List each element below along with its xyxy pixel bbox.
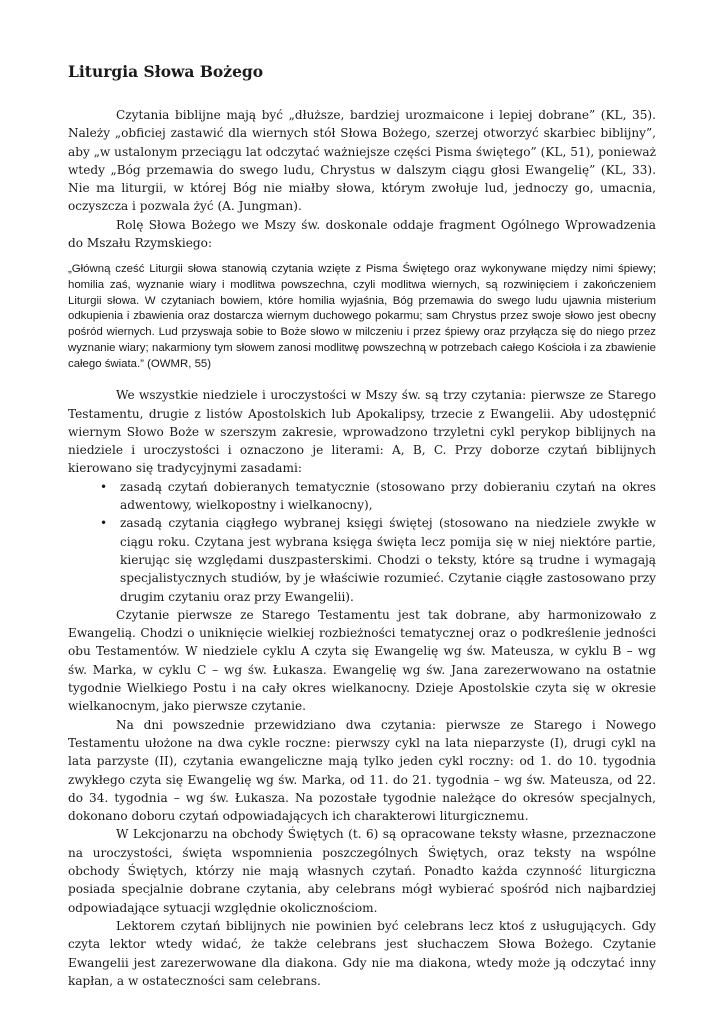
rules-list xyxy=(68,478,656,606)
list-item xyxy=(100,514,656,605)
paragraph-intro: Czytania biblijne mają być „dłuższe, bardziej urozmaicone i lepiej dobrane” (KL, 35). Należy „obficiej zastawić dla wiernych stół Słowa Bożego, szerzej otworzyć skarbiec biblijny”, aby „w ustalonym przeciągu lat odczytać ważniejsze części Pisma świętego” (KL, 51), ponieważ wtedy „Bóg przemawia do swego ludu, Chrystus w dalszym ciągu głosi Ewangelię” (KL, 33). Nie ma liturgii, w której Bóg nie miałby słowa, którym zwołuje lud, jednoczy go, umacnia, oczyszcza i pozwala żyć (A. Jungman). xyxy=(68,108,656,214)
paragraph-saints: W Lekcjonarzu na obchody Świętych (t. 6) są opracowane teksty własne, przeznaczone na uroczystości, święta wspomnienia poszczególnych Świętych, oraz teksty na wspólne obchody Świętych, którzy nie mają własnych czytań. Ponadto każda czynność liturgiczna posiada specjalnie dobrane czytania, aby celebrans mógł wybierać spośród nich najbardziej odpowiadające sytuacji względnie okolicznościom. xyxy=(68,827,656,915)
document-title: Liturgia Słowa Bożego xyxy=(68,62,264,81)
owmr-quote: „Główną cześć Liturgii słowa stanowią czytania wzięte z Pisma Świętego oraz wykonywane między nimi śpiewy; homilia zaś, wyznanie wiary i modlitwa powszechna, czyli modlitwa wiernych, są rozwinięciem i zakończeniem Liturgii słowa. W czytaniach bowiem, które homilia wyjaśnia, Bóg przemawia do swego ludu ujawnia misterium odkupienia i zbawienia oraz dostarcza wiernym duchowego pokarmu; sam Chrystus przez swoje słowo jest obecny pośród wiernych. Lud przyswaja sobie to Boże słowo w milczeniu i przez śpiewy oraz przyłącza się do niego przez wyznanie wiary; nakarmiony tym słowem zanosi modlitwę powszechną w potrzebach całego Kościoła i za zbawienie całego świata.” (OWMR, 55) xyxy=(68,263,656,370)
paragraph-readings: We wszystkie niedziele i uroczystości w Mszy św. są trzy czytania: pierwsze ze Starego Testamentu, drugie z listów Apostolskich lub Apokalipsy, trzecie z Ewangelii. Aby udostępnić wiernym Słowo Boże w szerszym zakresie, wprowadzono trzyletni cykl perykop biblijnych na niedziele i uroczystości i oznaczono je literami: A, B, C. Przy doborze czytań biblijnych kierowano się tradycyjnymi zasadami: xyxy=(68,388,656,476)
list-item-text: zasadą czytania ciągłego wybranej księgi świętej (stosowano na niedziele zwykłe w ciągu roku. Czytana jest wybrana księga święta lecz pomija się w niej niektóre partie, kierując się względami duszpasterskimi. Chodzi o teksty, które są trudne i wymagają specjalistycznych studiów, by je właściwie rozumieć. Czytanie ciągłe zastosowano przy drugim czytaniu oraz przy Ewangelii). xyxy=(120,516,656,604)
paragraph-role: Rolę Słowa Bożego we Mszy św. doskonale oddaje fragment Ogólnego Wprowadzenia do Mszału Rzymskiego: xyxy=(68,217,656,251)
bullet-icon: • xyxy=(100,479,108,494)
paragraph-weekdays: Na dni powszednie przewidziano dwa czytania: pierwsze ze Starego i Nowego Testamentu ułożone na dwa cykle roczne: pierwszy cykl na lata nieparzyste (I), drugi cykl na lata parzyste (II), czytania ewangeliczne mają tylko jeden cykl roczny: od 1. do 10. tygodnia zwykłego czyta się Ewangelię wg św. Marka, od 11. do 21. tygodnia – wg św. Mateusza, od 22. do 34. tygodnia – wg św. Łukasza. Na pozostałe tygodnie należące do okresów specjalnych, dokonano doboru czytań odpowiadających ich charakterowi liturgicznemu. xyxy=(68,717,656,824)
paragraph-lector: Lektorem czytań biblijnych nie powinien być celebrans lecz ktoś z usługujących. Gdy czyta lektor wtedy widać, że także celebrans jest słuchaczem Słowa Bożego. Czytanie Ewangelii jest zarezerwowane dla diakona. Gdy nie ma diakona, wtedy może ją odczytać inny kapłan, a w ostateczności sam celebrans. xyxy=(68,918,656,988)
paragraph-first-reading: Czytanie pierwsze ze Starego Testamentu jest tak dobrane, aby harmonizowało z Ewangelią. Chodzi o uniknięcie wielkiej rozbieżności tematycznej oraz o podkreślenie jedności obu Testamentów. W niedziele cyklu A czyta się Ewangelię wg św. Mateusza, w cyklu B – wg św. Marka, w cyklu C – wg św. Łukasza. Ewangelię wg św. Jana zarezerwowano na ostatnie tygodnie Wielkiego Postu i na cały okres wielkanocny. Dzieje Apostolskie czyta się w okresie wielkanocnym, jako pierwsze czytanie. xyxy=(68,607,656,714)
list-item-text: zasadą czytań dobieranych tematycznie (stosowano przy dobieraniu czytań na okres adwentowy, wielkopostny i wielkanocny), xyxy=(120,479,656,513)
list-item xyxy=(100,478,656,515)
bullet-icon: • xyxy=(100,516,108,531)
